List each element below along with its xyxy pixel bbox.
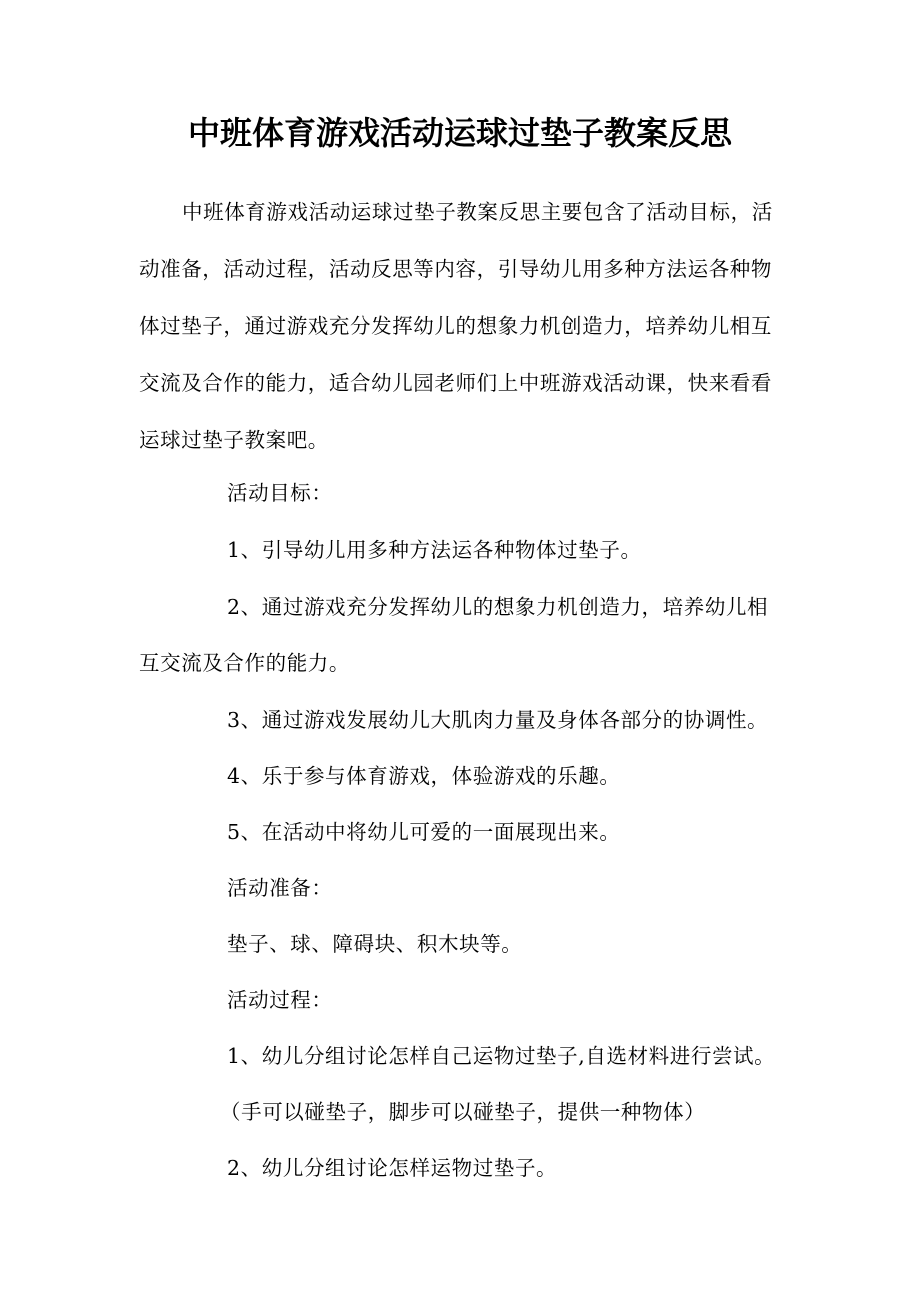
- goal-item-4: 4、乐于参与体育游戏，体验游戏的乐趣。: [227, 764, 621, 788]
- process-item-2: 2、幼儿分组讨论怎样运物过垫子。: [227, 1156, 558, 1180]
- document-title: 中班体育游戏活动运球过垫子教案反思: [187, 114, 732, 152]
- process-heading: 活动过程：: [227, 988, 333, 1012]
- goal-item-5: 5、在活动中将幼儿可爱的一面展现出来。: [227, 820, 621, 844]
- goals-heading: 活动目标：: [227, 481, 333, 505]
- goal-item-2: 2、通过游戏充分发挥幼儿的想象力机创造力，培养幼儿相: [227, 595, 769, 619]
- intro-line-1: 中班体育游戏活动运球过垫子教案反思主要包含了活动目标，活: [182, 200, 773, 224]
- goal-item-2-continued: 互交流及合作的能力。: [139, 651, 350, 675]
- intro-line-3: 体过垫子，通过游戏充分发挥幼儿的想象力机创造力，培养幼儿相互: [139, 314, 772, 338]
- goal-item-3: 3、通过游戏发展幼儿大肌肉力量及身体各部分的协调性。: [227, 708, 769, 732]
- process-item-1: 1、幼儿分组讨论怎样自己运物过垫子,自选材料进行尝试。: [227, 1044, 776, 1068]
- goal-item-1: 1、引导幼儿用多种方法运各种物体过垫子。: [227, 538, 642, 562]
- preparation-heading: 活动准备：: [227, 876, 333, 900]
- process-item-1-note: （手可以碰垫子，脚步可以碰垫子，提供一种物体）: [220, 1100, 706, 1124]
- intro-line-4: 交流及合作的能力，适合幼儿园老师们上中班游戏活动课，快来看看: [139, 371, 772, 395]
- preparation-content: 垫子、球、障碍块、积木块等。: [227, 932, 523, 956]
- intro-line-5: 运球过垫子教案吧。: [139, 428, 329, 452]
- intro-line-2: 动准备，活动过程，活动反思等内容，引导幼儿用多种方法运各种物: [139, 257, 772, 281]
